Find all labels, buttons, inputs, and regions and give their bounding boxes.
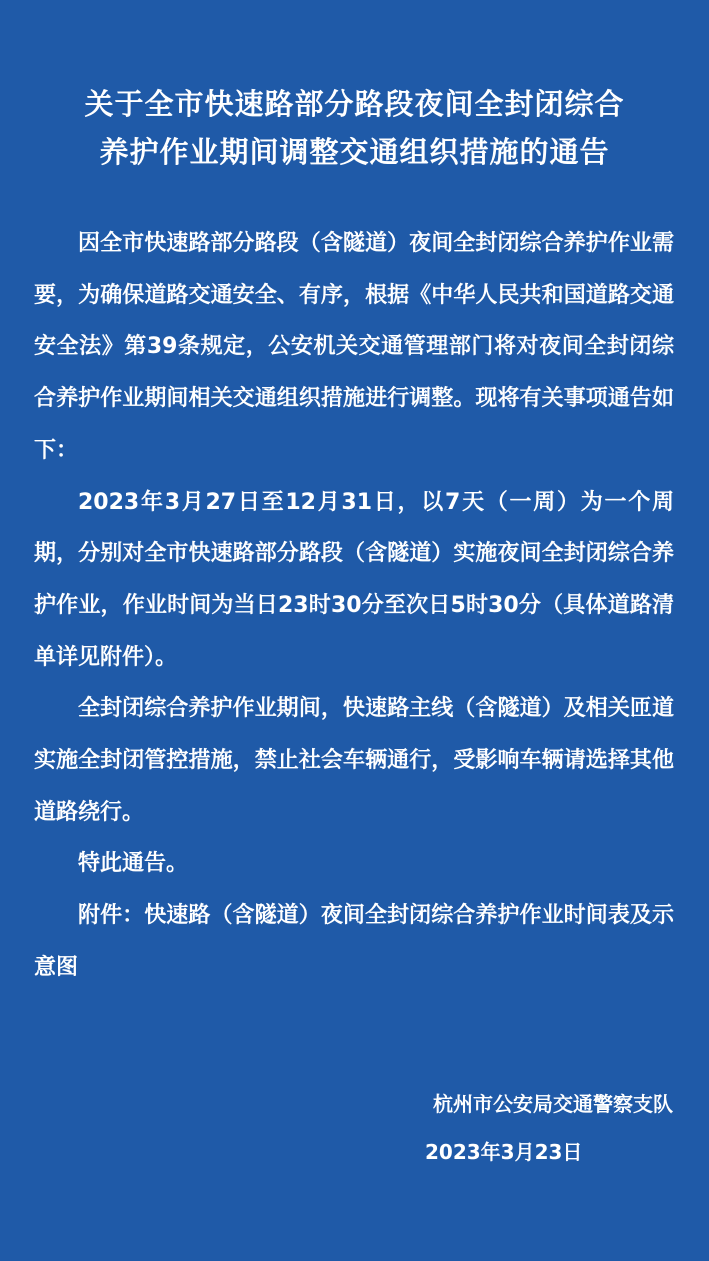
paragraph-closing: 特此通告。: [78, 851, 189, 877]
paragraph-closure: 全封闭综合养护作业期间，快速路主线（含隧道）及相关匝道实施全封闭管控措施，禁止社会车辆通行，受影响车辆请选择其他道路绕行。: [34, 696, 674, 825]
paragraph-attachment: 附件：快速路（含隧道）夜间全封闭综合养护作业时间表及示意图: [34, 903, 674, 980]
issuer: 杭州市公安局交通警察支队: [433, 1092, 673, 1116]
notice-title-line-2: 养护作业期间调整交通组织措施的通告: [99, 135, 610, 169]
notice-body: [34, 218, 674, 994]
notice-title: [0, 80, 709, 176]
paragraph-intro: 因全市快速路部分路段（含隧道）夜间全封闭综合养护作业需要，为确保道路交通安全、有序，根据《中华人民共和国道路交通安全法》第39条规定，公安机关交通管理部门将对夜间全封闭综合养护作业期间相关交通组织措施进行调整。现将有关事项通告如下：: [34, 231, 674, 463]
paragraph-schedule: 2023年3月27日至12月31日，以7天（一周）为一个周期，分别对全市快速路部分路段（含隧道）实施夜间全封闭综合养护作业，作业时间为当日23时30分至次日5时30分（具体道路清单详见附件）。: [34, 489, 674, 670]
issue-date: 2023年3月23日: [425, 1140, 583, 1164]
notice-title-line-1: 关于全市快速路部分路段夜间全封闭综合: [84, 87, 625, 121]
